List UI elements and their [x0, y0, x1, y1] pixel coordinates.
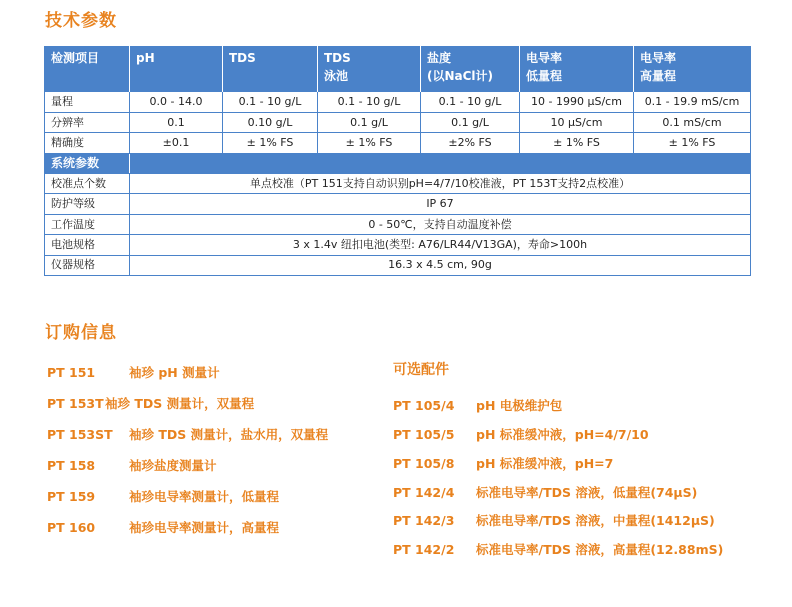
accessory-item	[393, 540, 723, 558]
row-label: 仪器规格	[45, 255, 130, 275]
table-cell: ± 1% FS	[520, 133, 634, 153]
product-code: PT 153T	[47, 396, 104, 411]
table-cell: 单点校准（PT 151支持自动识别pH=4/7/10校准液，PT 153T支持2点校准）	[130, 174, 751, 194]
accessory-desc: pH 标准缓冲液，pH=7	[476, 456, 614, 471]
table-row	[45, 235, 751, 255]
accessory-desc: pH 电极维护包	[476, 398, 563, 413]
header-cell: 电导率 高量程	[634, 46, 751, 92]
table-cell: 0.1 g/L	[318, 112, 421, 132]
table-cell: 0.1 - 10 g/L	[223, 92, 318, 112]
table-cell: 0 - 50℃，支持自动温度补偿	[130, 214, 751, 234]
table-row	[45, 112, 751, 132]
accessory-item	[393, 396, 562, 414]
system-section-label: 系统参数	[45, 153, 130, 173]
table-row	[45, 255, 751, 275]
accessory-desc: pH 标准缓冲液，pH=4/7/10	[476, 427, 649, 442]
accessory-code: PT 105/8	[393, 456, 455, 471]
accessory-item	[393, 454, 613, 472]
accessory-item	[393, 483, 697, 501]
order-item	[47, 487, 279, 505]
table-cell: ± 1% FS	[223, 133, 318, 153]
product-code: PT 158	[47, 458, 96, 473]
table-cell: 10 µS/cm	[520, 112, 634, 132]
header-cell: TDS	[223, 46, 318, 92]
product-desc: 袖珍盐度测量计	[129, 458, 217, 473]
table-cell: 0.1 - 19.9 mS/cm	[634, 92, 751, 112]
table-cell: 3 x 1.4v 纽扣电池(类型: A76/LR44/V13GA)，寿命>100h	[130, 235, 751, 255]
accessory-code: PT 142/4	[393, 485, 455, 500]
row-label: 精确度	[45, 133, 130, 153]
header-cell: 检测项目	[45, 46, 130, 92]
table-cell: 0.1 mS/cm	[634, 112, 751, 132]
accessory-code: PT 142/3	[393, 513, 455, 528]
table-cell: ± 1% FS	[318, 133, 421, 153]
spec-header-row	[45, 46, 751, 92]
product-code: PT 151	[47, 365, 96, 380]
row-label: 量程	[45, 92, 130, 112]
table-cell: 0.0 - 14.0	[130, 92, 223, 112]
row-label: 电池规格	[45, 235, 130, 255]
table-cell: ±2% FS	[421, 133, 520, 153]
product-code: PT 159	[47, 489, 96, 504]
table-row	[45, 133, 751, 153]
header-cell: TDS 泳池	[318, 46, 421, 92]
accessories-title: 可选配件	[393, 362, 449, 378]
accessory-desc: 标准电导率/TDS 溶液，中量程(1412µS)	[476, 513, 715, 528]
table-row	[45, 92, 751, 112]
table-cell: 0.1 - 10 g/L	[318, 92, 421, 112]
spec-table	[44, 46, 751, 276]
product-desc: 袖珍电导率测量计，低量程	[129, 489, 280, 504]
accessory-code: PT 105/5	[393, 427, 455, 442]
order-item	[47, 363, 220, 381]
header-cell: pH	[130, 46, 223, 92]
table-cell: 16.3 x 4.5 cm, 90g	[130, 255, 751, 275]
order-section-title: 订购信息	[45, 323, 117, 343]
product-desc: 袖珍 TDS 测量计，盐水用，双量程	[129, 427, 329, 442]
product-code: PT 160	[47, 520, 96, 535]
product-desc: 袖珍 TDS 测量计，双量程	[105, 396, 255, 411]
accessory-item	[393, 511, 715, 529]
table-cell: IP 67	[130, 194, 751, 214]
row-label: 校准点个数	[45, 174, 130, 194]
header-cell: 电导率 低量程	[520, 46, 634, 92]
accessory-desc: 标准电导率/TDS 溶液，低量程(74µS)	[476, 485, 698, 500]
accessory-code: PT 142/2	[393, 542, 455, 557]
product-desc: 袖珍 pH 测量计	[129, 365, 220, 380]
table-cell: 0.10 g/L	[223, 112, 318, 132]
accessory-item	[393, 425, 649, 443]
order-item	[47, 518, 279, 536]
product-code: PT 153ST	[47, 427, 113, 442]
spec-section-title: 技术参数	[45, 11, 117, 31]
system-section-row	[45, 153, 751, 173]
accessory-desc: 标准电导率/TDS 溶液，高量程(12.88mS)	[476, 542, 724, 557]
table-cell: ±0.1	[130, 133, 223, 153]
table-row	[45, 194, 751, 214]
table-cell: 0.1 - 10 g/L	[421, 92, 520, 112]
row-label: 分辨率	[45, 112, 130, 132]
order-item	[47, 425, 328, 443]
header-cell: 盐度 (以NaCl计)	[421, 46, 520, 92]
accessory-code: PT 105/4	[393, 398, 455, 413]
table-cell: 0.1	[130, 112, 223, 132]
table-row	[45, 214, 751, 234]
order-item	[47, 456, 217, 474]
table-cell: 0.1 g/L	[421, 112, 520, 132]
table-row	[45, 174, 751, 194]
section-fill	[130, 153, 751, 173]
table-cell: 10 - 1990 µS/cm	[520, 92, 634, 112]
row-label: 防护等级	[45, 194, 130, 214]
product-desc: 袖珍电导率测量计，高量程	[129, 520, 280, 535]
table-cell: ± 1% FS	[634, 133, 751, 153]
row-label: 工作温度	[45, 214, 130, 234]
order-item	[47, 394, 254, 412]
